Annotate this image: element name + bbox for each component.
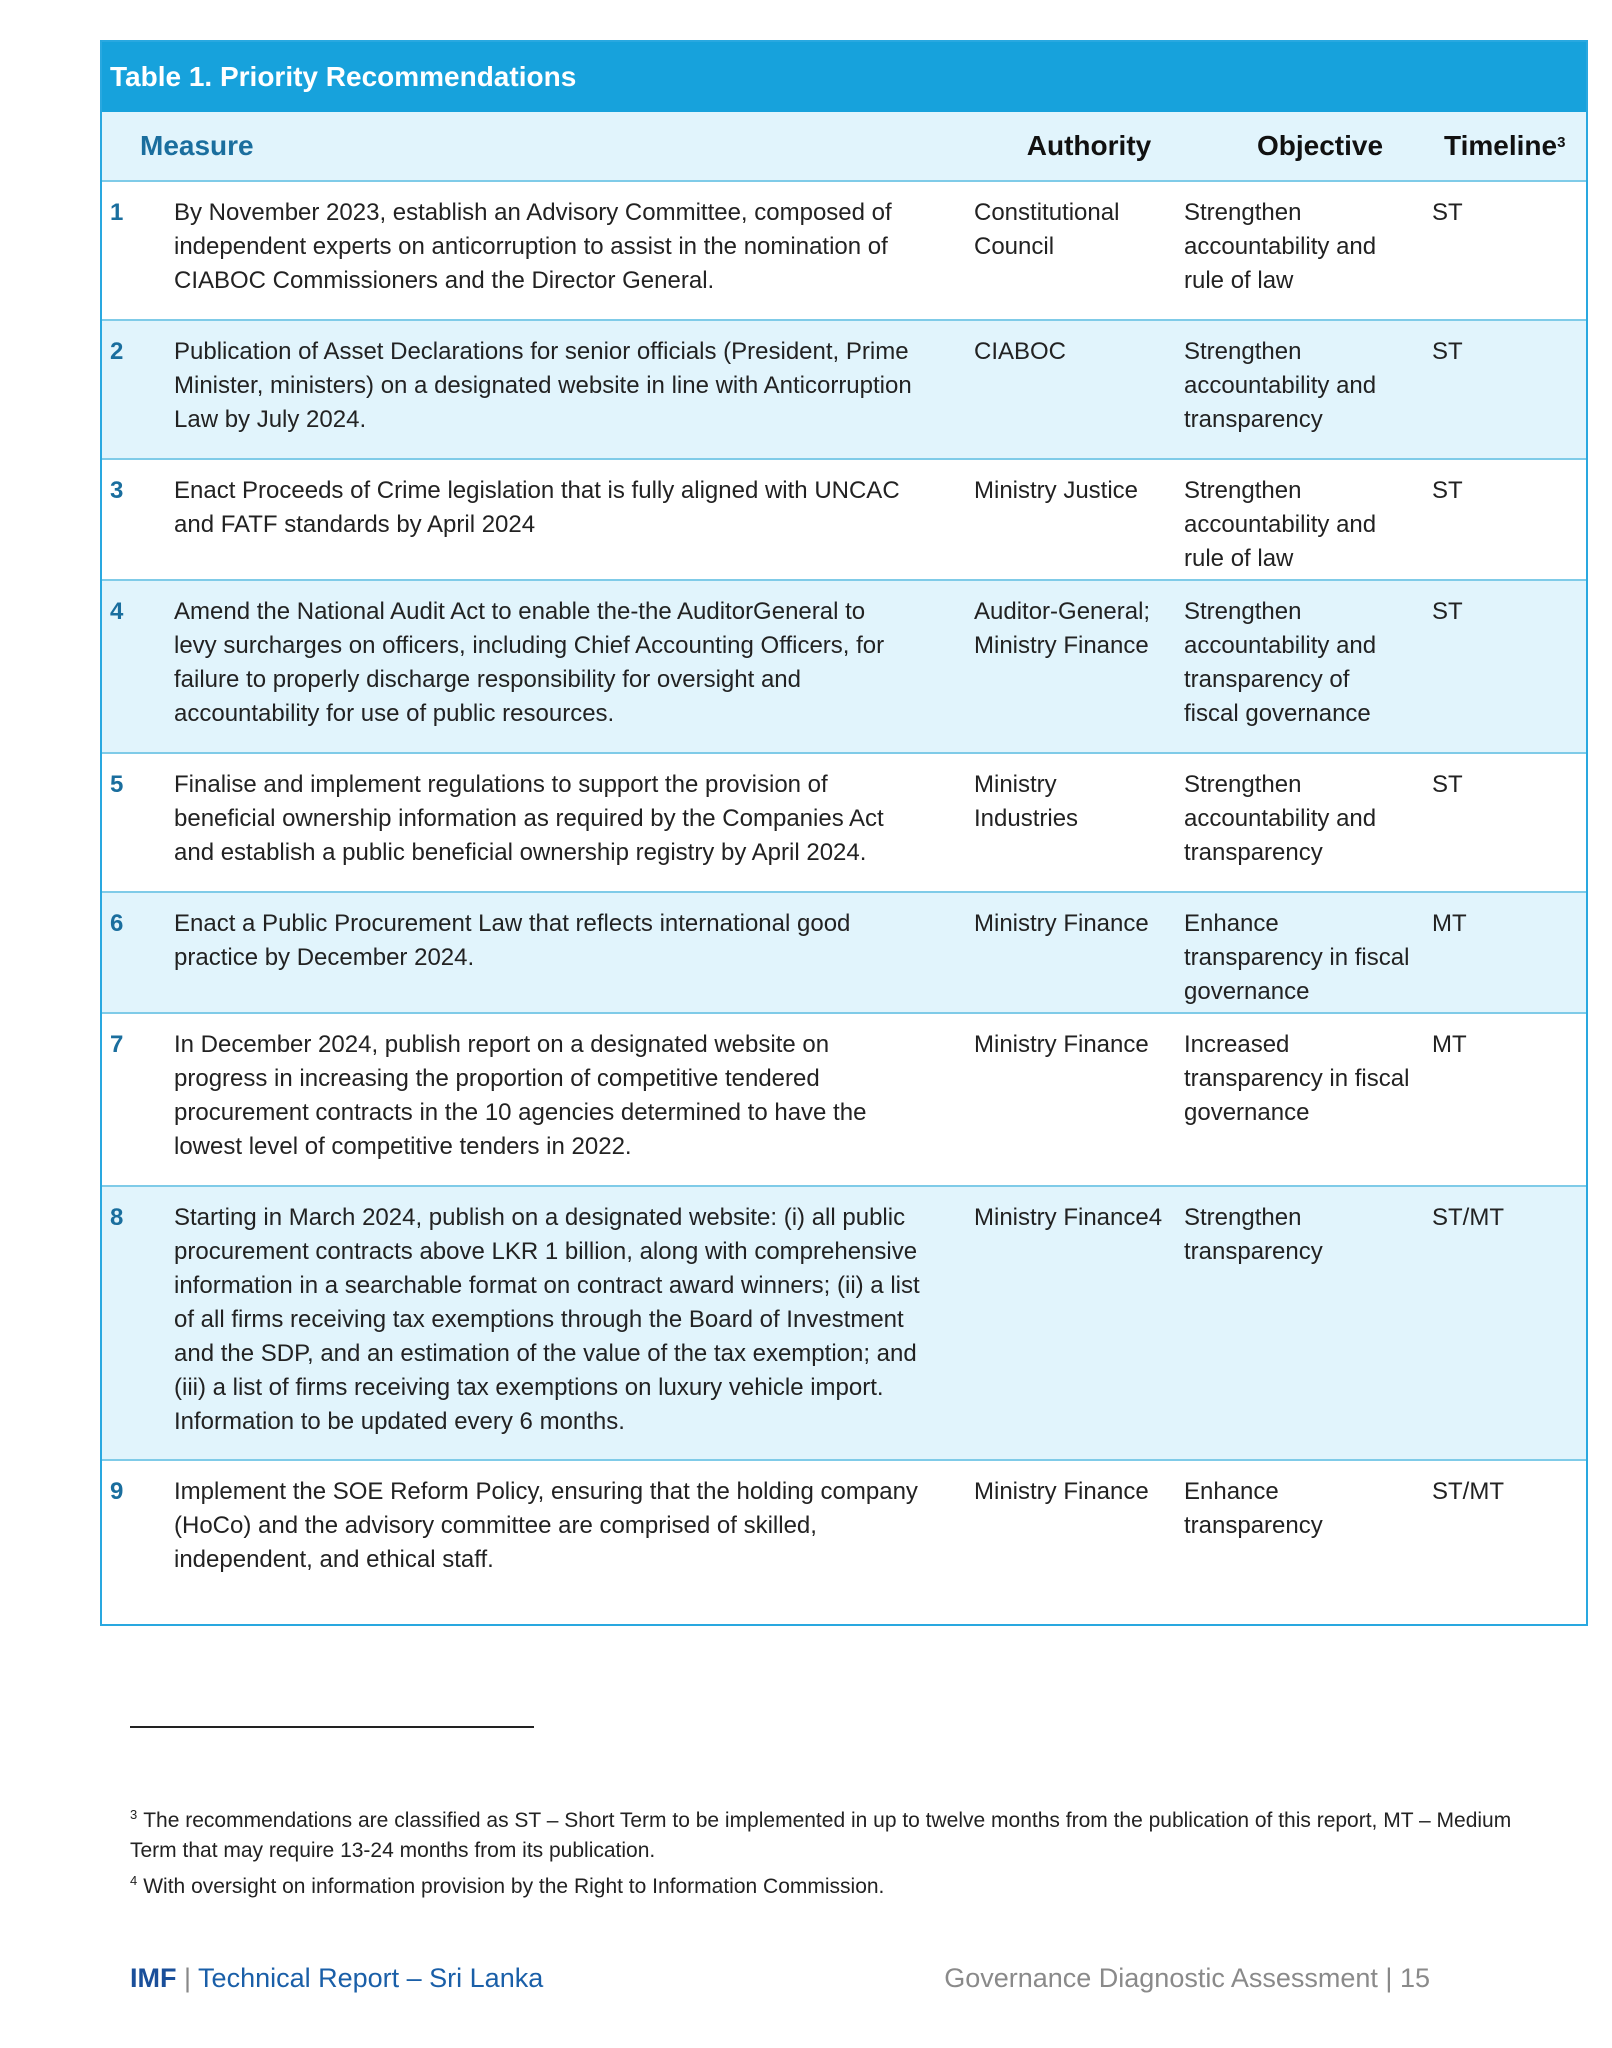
row-number: 2 bbox=[110, 338, 124, 365]
row-measure: By November 2023, establish an Advisory Committee, composed of independent experts on anticorruption to assist in the nomination of CIABOC Commissioners and the Director General. bbox=[174, 199, 892, 294]
table-caption: Table 1. Priority Recommendations bbox=[102, 42, 1586, 112]
row-objective: Strengthen accountability and transparency bbox=[1184, 338, 1377, 433]
row-measure: Enact Proceeds of Crime legislation that is fully aligned with UNCAC and FATF standards by April 2024 bbox=[174, 477, 900, 538]
row-authority: Ministry Finance bbox=[974, 910, 1149, 937]
row-measure: Starting in March 2024, publish on a designated website: (i) all public procurement contracts above LKR 1 billion, along with comprehensive information in a searchable format on contract award winners; (ii) a list of all firms receiving tax exemptions through the Board of Investment and the SDP, and an estimation of the value of the tax exemption; and (iii) a list of firms receiving tax exemptions on luxury vehicle import. Information to be updated every 6 months. bbox=[174, 1204, 920, 1435]
row-objective: Strengthen accountability and transparency of fiscal governance bbox=[1184, 598, 1377, 727]
footer-org: IMF bbox=[130, 1963, 177, 1993]
footnote-text: The recommendations are classified as ST – Short Term to be implemented in up to twelve months from the publication of this report, MT – Medium Term that may require 13-24 months from its publication. bbox=[130, 1809, 1512, 1862]
row-objective: Strengthen transparency bbox=[1184, 1204, 1323, 1265]
row-objective: Enhance transparency bbox=[1184, 1478, 1323, 1539]
table-row bbox=[102, 1461, 1586, 1624]
row-timeline: ST/MT bbox=[1432, 1478, 1504, 1505]
header-measure: Measure bbox=[140, 130, 254, 161]
footer-right bbox=[944, 1958, 1430, 1998]
row-authority: Auditor-General; Ministry Finance bbox=[974, 598, 1151, 659]
row-authority: Ministry Industries bbox=[974, 771, 1079, 832]
row-measure: In December 2024, publish report on a designated website on progress in increasing the proportion of competitive tendered procurement contracts in the 10 agencies determined to have the lowest level of competitive tenders in 2022. bbox=[174, 1031, 867, 1160]
row-measure: Finalise and implement regulations to support the provision of beneficial ownership information as required by the Companies Act and establish a public beneficial ownership registry by April 2024. bbox=[174, 771, 884, 866]
row-measure: Implement the SOE Reform Policy, ensuring that the holding company (HoCo) and the advisory committee are comprised of skilled, independent, and ethical staff. bbox=[174, 1478, 918, 1573]
footnote-4 bbox=[130, 1866, 1560, 1902]
page-footer bbox=[130, 1958, 1430, 1998]
row-timeline: ST bbox=[1432, 199, 1463, 226]
footnote-mark: 3 bbox=[130, 1807, 138, 1822]
row-number: 3 bbox=[110, 477, 124, 504]
table-row bbox=[102, 1187, 1586, 1461]
row-number: 8 bbox=[110, 1204, 124, 1231]
row-authority: Ministry Finance bbox=[974, 1031, 1149, 1058]
footer-document-title: Governance Diagnostic Assessment bbox=[944, 1963, 1378, 1993]
row-timeline: ST bbox=[1432, 338, 1463, 365]
row-objective: Strengthen accountability and rule of law bbox=[1184, 199, 1377, 294]
footnotes bbox=[130, 1800, 1560, 1902]
row-timeline: MT bbox=[1432, 910, 1467, 937]
row-timeline: ST bbox=[1432, 598, 1463, 625]
row-authority: Ministry Justice bbox=[974, 477, 1139, 504]
row-objective: Enhance transparency in fiscal governance bbox=[1184, 910, 1410, 1005]
footnote-text: With oversight on information provision by the Right to Information Commission. bbox=[143, 1875, 885, 1898]
footnote-mark: 4 bbox=[130, 1873, 138, 1888]
row-objective: Increased transparency in fiscal governance bbox=[1184, 1031, 1410, 1126]
footer-report-title: Technical Report – Sri Lanka bbox=[198, 1963, 544, 1993]
row-timeline: ST bbox=[1432, 771, 1463, 798]
header-timeline-footnote-mark: 3 bbox=[1557, 133, 1566, 151]
row-measure: Amend the National Audit Act to enable the-the AuditorGeneral to levy surcharges on officers, including Chief Accounting Officers, for failure to properly discharge responsibility for oversight and accountability for use of public resources. bbox=[174, 598, 885, 727]
row-number: 9 bbox=[110, 1478, 124, 1505]
table-row bbox=[102, 460, 1586, 581]
row-authority: Ministry Finance4 bbox=[974, 1204, 1163, 1231]
row-timeline: MT bbox=[1432, 1031, 1467, 1058]
row-number: 1 bbox=[110, 199, 124, 226]
table-header-row bbox=[102, 112, 1586, 182]
header-timeline-label: Timeline bbox=[1444, 130, 1558, 161]
table-row bbox=[102, 754, 1586, 893]
header-objective: Objective bbox=[1256, 130, 1384, 161]
recommendations-table bbox=[100, 40, 1588, 1626]
row-measure: Publication of Asset Declarations for senior officials (President, Prime Minister, ministers) on a designated website in line with Anticorruption Law by July 2024. bbox=[174, 338, 912, 433]
footer-left bbox=[130, 1958, 543, 1998]
row-measure: Enact a Public Procurement Law that reflects international good practice by December 2024. bbox=[174, 910, 851, 971]
page-number: 15 bbox=[1399, 1963, 1430, 1993]
row-objective: Strengthen accountability and transparency bbox=[1184, 771, 1377, 866]
table-row bbox=[102, 1014, 1586, 1187]
row-authority: CIABOC bbox=[974, 338, 1067, 365]
table-row bbox=[102, 581, 1586, 754]
footnote-divider bbox=[130, 1726, 534, 1728]
row-authority: Ministry Finance bbox=[974, 1478, 1149, 1505]
row-timeline: ST bbox=[1432, 477, 1463, 504]
row-objective: Strengthen accountability and rule of law bbox=[1184, 477, 1377, 572]
header-authority: Authority bbox=[1026, 130, 1152, 161]
table-row bbox=[102, 893, 1586, 1014]
footer-separator: | bbox=[184, 1963, 192, 1993]
footer-separator: | bbox=[1385, 1963, 1393, 1993]
row-authority: Constitutional Council bbox=[974, 199, 1120, 260]
table-row bbox=[102, 321, 1586, 460]
row-number: 7 bbox=[110, 1031, 124, 1058]
row-number: 6 bbox=[110, 910, 124, 937]
row-number: 5 bbox=[110, 771, 124, 798]
row-number: 4 bbox=[110, 598, 124, 625]
footnote-3 bbox=[130, 1800, 1560, 1866]
row-timeline: ST/MT bbox=[1432, 1204, 1504, 1231]
header-timeline bbox=[1432, 130, 1586, 162]
table-row bbox=[102, 182, 1586, 321]
